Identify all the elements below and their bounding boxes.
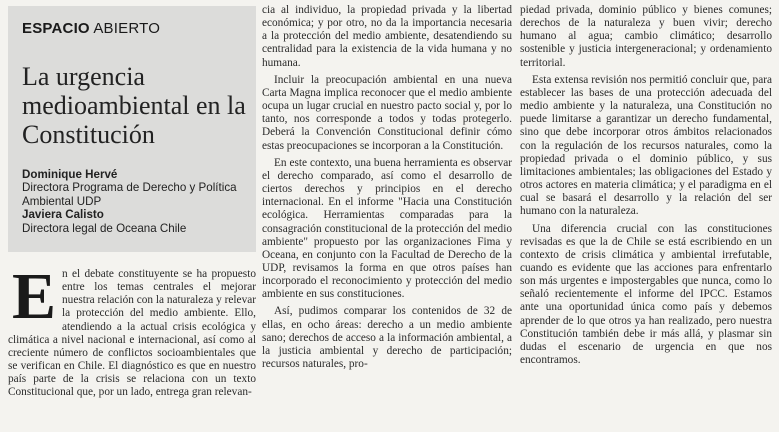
- section-label-bold: ESPACIO: [22, 20, 90, 37]
- paragraph: piedad privada, dominio público y bienes comunes; derechos de la naturaleza y buen vivir; derecho humano al agua; cambio climático; desarrollo sostenible y justicia intergeneracional; y ordenamiento territorial.: [520, 4, 772, 69]
- text-column-2: [262, 4, 512, 371]
- paragraph: Incluir la preocupación ambiental en una nueva Carta Magna implica reconocer que el medio ambiente ocupa un lugar crucial en nuestro pacto social y, por lo tanto, nos corresponde a todos y todas protegerlo. Deberá la Convención Constitucional definir cómo estas preocupaciones se incorporan a la Constitución.: [262, 73, 512, 152]
- author-block: [22, 168, 252, 235]
- author-name: Javiera Calisto: [22, 208, 104, 222]
- paragraph: cia al individuo, la propiedad privada y la libertad económica; y por otro, no da la importancia necesaria a la protección del medio ambiente, desatendiendo su centralidad para la existencia de la vida humana y no humana.: [262, 4, 512, 69]
- article-header-box: [8, 6, 256, 252]
- author-role: Directora legal de Oceana Chile: [22, 221, 187, 235]
- paragraph: Esta extensa revisión nos permitió concluir que, para establecer las bases de una protección adecuada del medio ambiente y la naturaleza, una Constitución no puede limitarse a garantizar un derecho fundamental, sino que debe incorporar otros ámbitos relacionados con la regulación de los recursos naturales, como la propiedad privada o el dominio público, y sus limitaciones ambientales; las obligaciones del Estado y otros actores en materia climática; y el paradigma en el cual se basará el desarrollo y la relación del ser humano con la naturaleza.: [520, 73, 772, 218]
- opening-paragraph-wrap: [8, 260, 256, 400]
- text-column-3: [520, 4, 772, 367]
- author-role: Directora Programa de Derecho y Política Ambiental UDP: [22, 181, 237, 208]
- paragraph: Así, pudimos comparar los contenidos de 32 de ellas, en ocho áreas: derecho a un medio ambiente sano; derechos de acceso a la información ambiental, a la justicia ambiental y derecho de participación; recursos naturales, pro-: [262, 305, 512, 371]
- paragraph: Una diferencia crucial con las constituciones revisadas es que la de Chile se está escribiendo en un contexto de crisis climática y ambiental irrefutable, cuando es evidente que las acciones para enfrentarlo son más urgentes e impostergables que nunca, como lo señaló recientemente el informe del IPCC. Estamos ante una oportunidad única como país y debemos aprender de lo que otros ya han realizado, pero nuestra Constitución también debe ir más allá, y plasmar sin dudas el escenario de urgencia en que nos encontramos.: [520, 222, 772, 367]
- author-name: Dominique Hervé: [22, 168, 118, 181]
- paragraph: En este contexto, una buena herramienta es observar el derecho comparado, así como el desarrollo de ciertos derechos y principios en el derecho internacional. En el informe "Hacia una Constitución ecológica. Herramientas comparadas para la consagración constitucional de la protección del medio ambiente" propuesto por las organizaciones Fima y Oceana, en conjunto con la Facultad de Derecho de la UDP, revisamos la forma en que otros países han incorporado el reconocimiento y protección del medio ambiente en sus constituciones.: [262, 156, 512, 301]
- drop-cap: E: [12, 260, 57, 333]
- section-label: [22, 20, 160, 37]
- article-headline: La urgencia medioambiental en la Constitución: [22, 62, 246, 149]
- paragraph: n el debate constituyente se ha propuesto entre los temas centrales el mejorar nuestra relación con la naturaleza y relevar la protección del medio ambiente. Ello, atendiendo a la actual crisis ecológica y climática a nivel nacional e internacional, así como al creciente número de conflictos socioambientales que se verifican en Chile. El diagnóstico es que en nuestro país parte de la crisis se relaciona con un texto Constitucional que, por un lado, entrega gran relevan-: [8, 268, 256, 399]
- text-column-1: [8, 260, 256, 400]
- section-label-rest: ABIERTO: [89, 20, 161, 37]
